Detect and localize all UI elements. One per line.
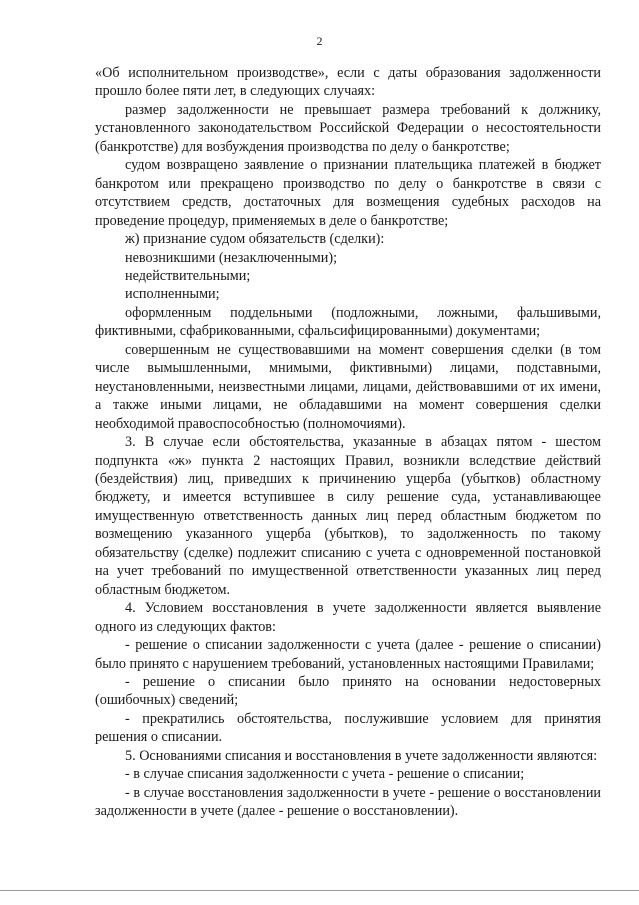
paragraph-restoration-basis: - в случае восстановления задолженности в учете - решение о восстановлении задолженности в учете (далее - решение о восстановлении).	[95, 784, 601, 820]
paragraph-fulfilled: исполненными;	[125, 286, 220, 303]
paragraph-write-off-basis: - в случае списания задолженности с учета - решение о списании;	[125, 766, 525, 783]
document-body	[95, 64, 601, 821]
paragraph-forged-documents: оформленным поддельными (подложными, ложными, фальшивыми, фиктивными, сфабрикованными, сфальсифицированными) документами;	[95, 304, 601, 340]
paragraph-debt-size: размер задолженности не превышает размера требований к должнику, установленного законодательством Российской Федерации о несостоятельности (банкротстве) для возбуждения производства по делу о банкротстве;	[95, 101, 601, 155]
paragraph-clause-4: 4. Условием восстановления в учете задолженности является выявление одного из следующих фактов:	[95, 600, 601, 635]
page-bottom-divider	[0, 890, 639, 891]
paragraph-subitem-zh: ж) признание судом обязательств (сделки):	[125, 231, 385, 248]
paragraph-unreliable-info: - решение о списании было принято на основании недостоверных (ошибочных) сведений;	[95, 673, 601, 709]
paragraph-violation: - решение о списании задолженности с учета (далее - решение о списании) было принято с нарушением требований, установленных настоящими Правилами;	[95, 637, 601, 672]
paragraph-clause-3: 3. В случае если обстоятельства, указанные в абзацах пятом - шестом подпункта «ж» пункта 2 настоящих Правил, возникли вследствие действий (бездействия) лиц, приведших к причинению ущерба (убытков) областному бюджету, и имеется вступившее в силу решение суда, устанавливающее имущественную ответственность данных лиц перед областным бюджетом по возмещению указанного ущерба (убытков), то задолженность по такому обязательству (сделке) подлежит списанию с учета с одновременной постановкой на учет требований по имущественной ответственности указанных лиц перед областным бюджетом.	[95, 434, 601, 598]
paragraph-circumstances-ceased: - прекратились обстоятельства, послужившие условием для принятия решения о списании.	[95, 710, 601, 746]
paragraph-nonexistent-persons: совершенным не существовавшими на момент совершения сделки (в том числе вымышленными, мнимыми, фиктивными) лицами, подставными, неустановленными, неизвестными лицами, лицами, действовавшими от их имени, а также иными лицами, не обладавшими на момент совершения сделки необходимой правоспособностью (полномочиями).	[95, 341, 601, 432]
page-number: 2	[316, 34, 323, 48]
paragraph-invalid: недействительными;	[125, 267, 251, 284]
paragraph-clause-5: 5. Основаниями списания и восстановления в учете задолженности являются:	[125, 747, 598, 764]
paragraph-continuation: «Об исполнительном производстве», если с даты образования задолженности прошло более пяти лет, в следующих случаях:	[95, 65, 601, 100]
paragraph-not-arisen: невозникшими (незаключенными);	[125, 249, 338, 266]
paragraph-court-returned: судом возвращено заявление о признании плательщика платежей в бюджет банкротом или прекращено производство по делу о банкротстве в связи с отсутствием средств, достаточных для возмещения судебных расходов на проведение процедур, применяемых в деле о банкротстве;	[95, 157, 601, 229]
